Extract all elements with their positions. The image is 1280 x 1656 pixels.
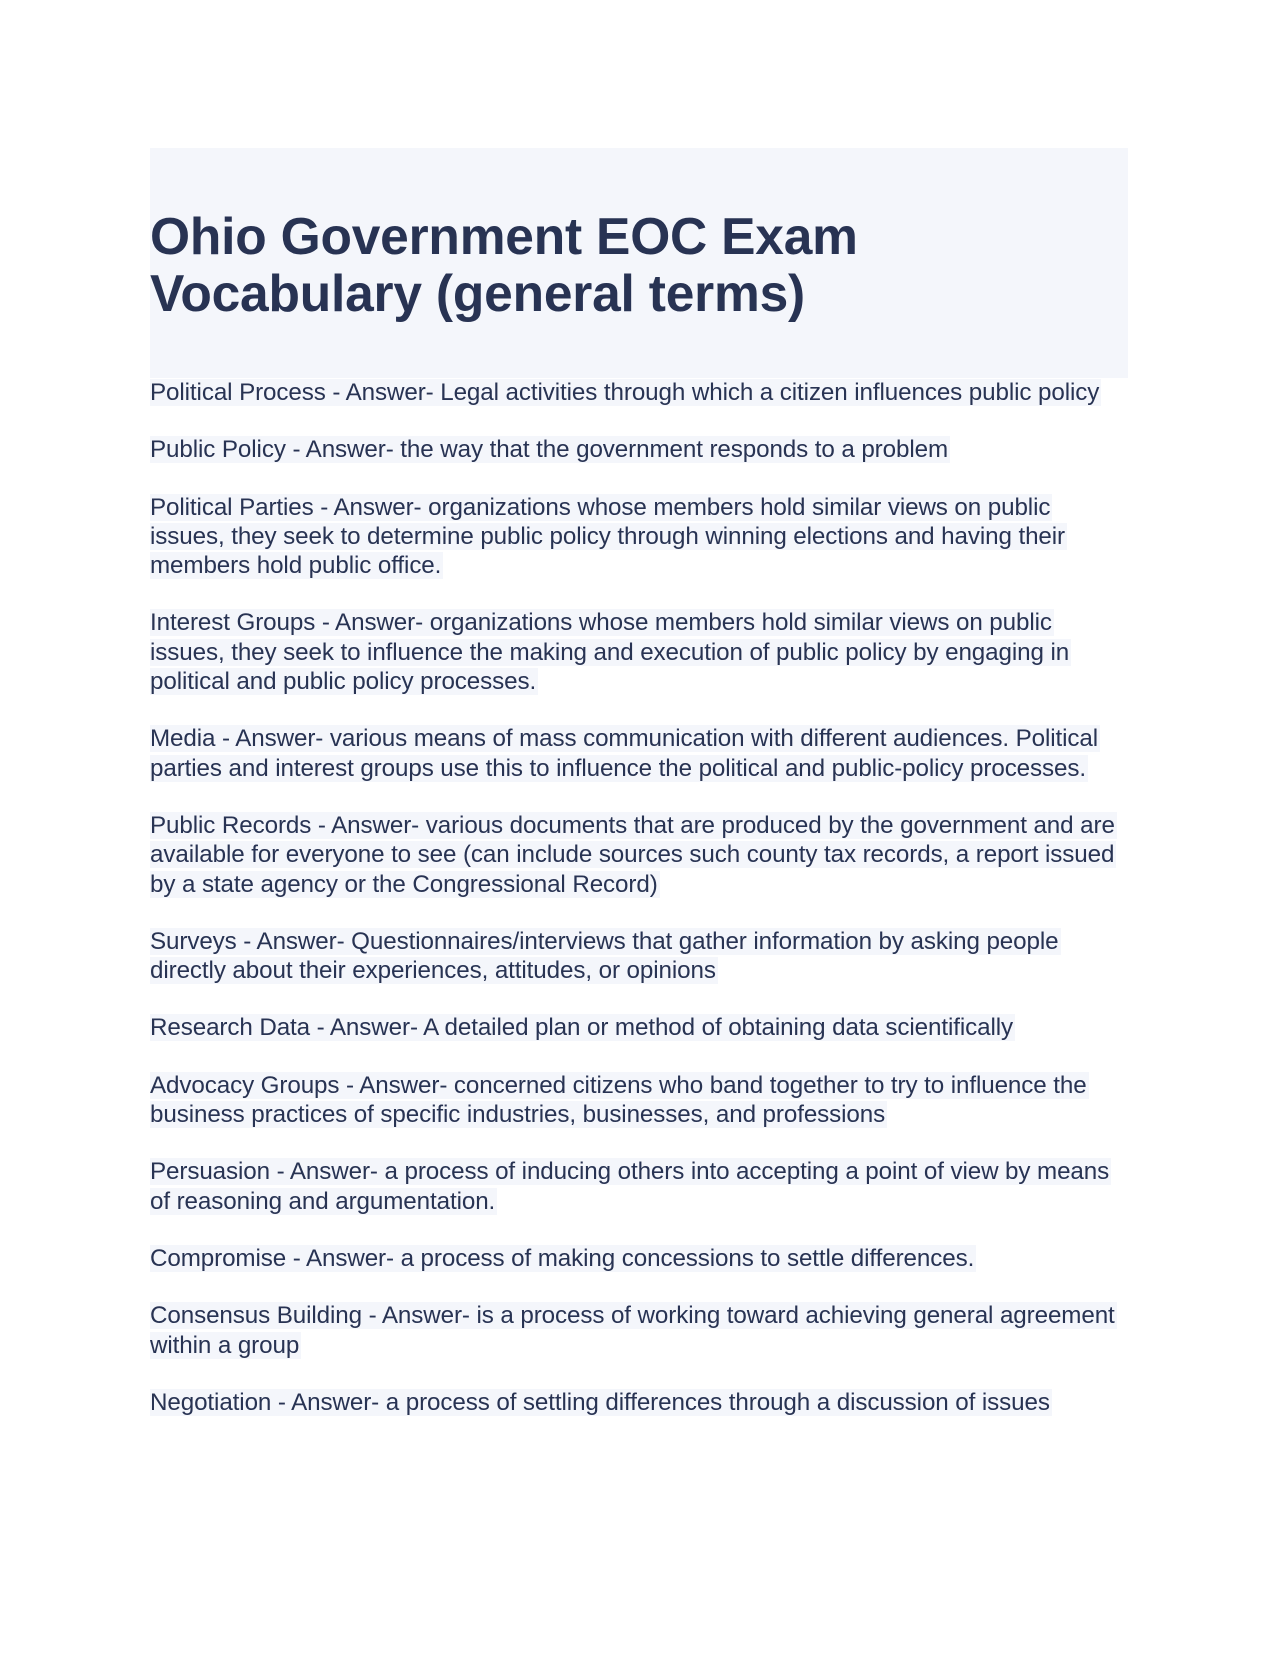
document-title: Ohio Government EOC Exam Vocabulary (general terms) bbox=[150, 207, 858, 322]
vocabulary-entry-research-data: Research Data - Answer- A detailed plan or method of obtaining data scientifically bbox=[150, 1014, 1014, 1042]
vocabulary-entry-public-records: Public Records - Answer- various documents that are produced by the government and are available for everyone to see (can include sources such county tax records, a report issued by a state agency or the Congressional Record) bbox=[150, 811, 1115, 898]
vocabulary-entry-media: Media - Answer- various means of mass communication with different audiences. Political parties and interest groups use this to influence the political and public-policy processes. bbox=[150, 725, 1099, 782]
vocabulary-entry-advocacy-groups: Advocacy Groups - Answer- concerned citizens who band together to try to influence the business practices of specific industries, businesses, and professions bbox=[150, 1071, 1087, 1129]
vocabulary-list bbox=[150, 378, 1128, 1417]
vocabulary-entry-interest-groups: Interest Groups - Answer- organizations whose members hold similar views on public issues, they seek to influence the making and execution of public policy by engaging in political and public policy processes. bbox=[150, 609, 1070, 696]
vocabulary-entry-persuasion: Persuasion - Answer- a process of inducing others into accepting a point of view by means of reasoning and argumentation. bbox=[150, 1158, 1110, 1215]
title-block bbox=[150, 148, 1128, 378]
vocabulary-entry-political-process: Political Process - Answer- Legal activities through which a citizen influences public policy bbox=[150, 379, 1100, 406]
vocabulary-entry-political-parties: Political Parties - Answer- organizations whose members hold similar views on public issues, they seek to determine public policy through winning elections and having their members hold public office. bbox=[150, 493, 1065, 580]
vocabulary-entry-compromise: Compromise - Answer- a process of making concessions to settle differences. bbox=[150, 1244, 975, 1272]
vocabulary-entry-surveys: Surveys - Answer- Questionnaires/interviews that gather information by asking people directly about their experiences, attitudes, or opinions bbox=[150, 927, 1059, 985]
vocabulary-entry-public-policy: Public Policy - Answer- the way that the government responds to a problem bbox=[150, 436, 949, 464]
vocabulary-entry-consensus-building: Consensus Building - Answer- is a process of working toward achieving general agreement within a group bbox=[150, 1302, 1115, 1359]
document-page bbox=[150, 148, 1128, 1417]
vocabulary-entry-negotiation: Negotiation - Answer- a process of settling differences through a discussion of issues bbox=[150, 1388, 1050, 1416]
